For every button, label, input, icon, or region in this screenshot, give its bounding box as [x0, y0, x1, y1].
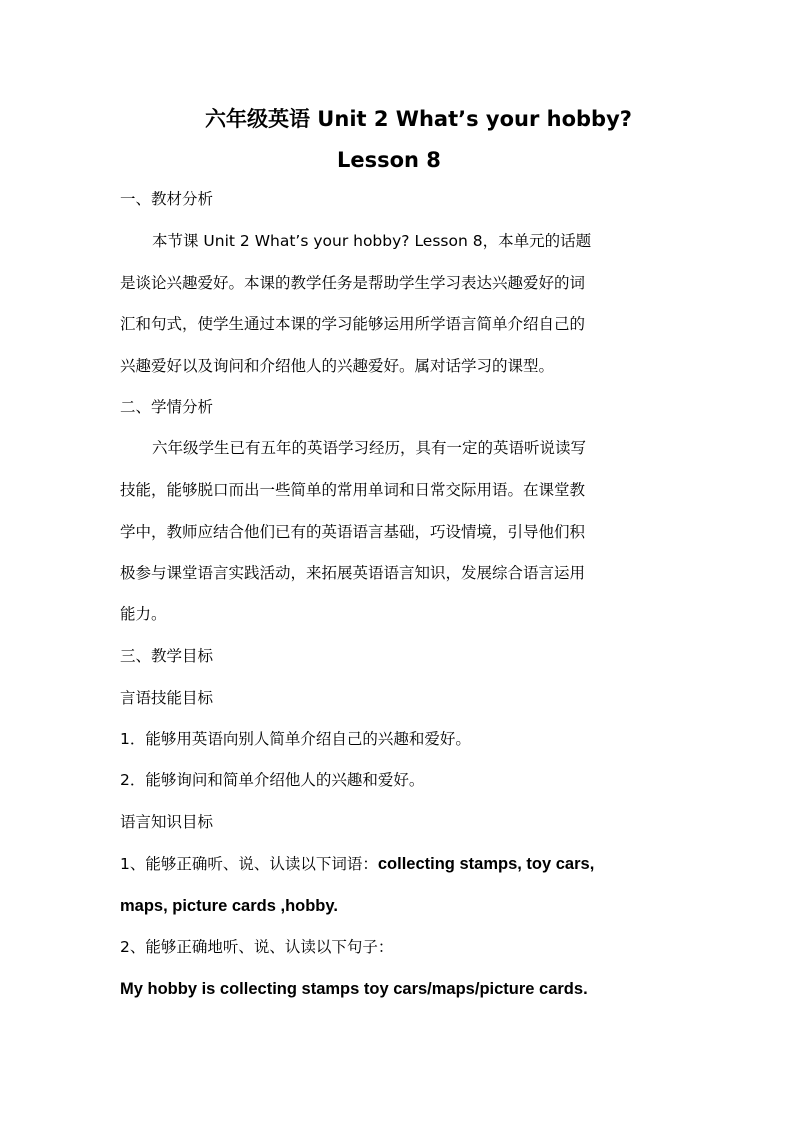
paragraph-line: 技能，能够脱口而出一些简单的常用单词和日常交际用语。在课堂教: [120, 481, 586, 499]
document-title: 六年级英语 Unit 2 What’s your hobby?: [205, 107, 632, 131]
list-item: 2、能够正确地听、说、认读以下句子：: [120, 938, 394, 956]
subsection-heading-language-knowledge: 语言知识目标: [120, 813, 214, 831]
section-heading-textbook-analysis: 一、教材分析: [120, 190, 214, 208]
paragraph-line: 能力。: [120, 605, 167, 623]
document-subtitle: Lesson 8: [337, 148, 441, 172]
vocabulary-list: collecting stamps, toy cars,: [377, 855, 595, 873]
paragraph-line: 汇和句式，使学生通过本课的学习能够运用所学语言简单介绍自己的: [120, 315, 586, 333]
section-heading-student-analysis: 二、学情分析: [120, 398, 214, 416]
paragraph-line: 极参与课堂语言实践活动，来拓展英语语言知识，发展综合语言运用: [120, 564, 586, 582]
list-item: 1．能够用英语向别人简单介绍自己的兴趣和爱好。: [120, 730, 471, 748]
paragraph-line: 是谈论兴趣爱好。本课的教学任务是帮助学生学习表达兴趣爱好的词: [120, 274, 586, 292]
paragraph-line: 兴趣爱好以及询问和介绍他人的兴趣爱好。属对话学习的课型。: [120, 357, 555, 375]
paragraph-line: 六年级学生已有五年的英语学习经历，具有一定的英语听说读写: [152, 439, 587, 457]
paragraph-line: 本节课 Unit 2 What’s your hobby? Lesson 8，本单元的话题: [152, 232, 592, 250]
paragraph-line: 学中，教师应结合他们已有的英语语言基础，巧设情境，引导他们积: [120, 523, 586, 541]
section-heading-teaching-goals: 三、教学目标: [120, 647, 214, 665]
list-item-label: 1、能够正确听、说、认读以下词语：: [120, 855, 378, 873]
subsection-heading-language-skills: 言语技能目标: [120, 689, 214, 707]
vocabulary-list-continued: maps, picture cards ,hobby.: [120, 897, 338, 915]
example-sentence: My hobby is collecting stamps toy cars/maps/picture cards.: [120, 980, 588, 998]
list-item: [120, 856, 594, 873]
list-item: 2．能够询问和简单介绍他人的兴趣和爱好。: [120, 771, 425, 789]
